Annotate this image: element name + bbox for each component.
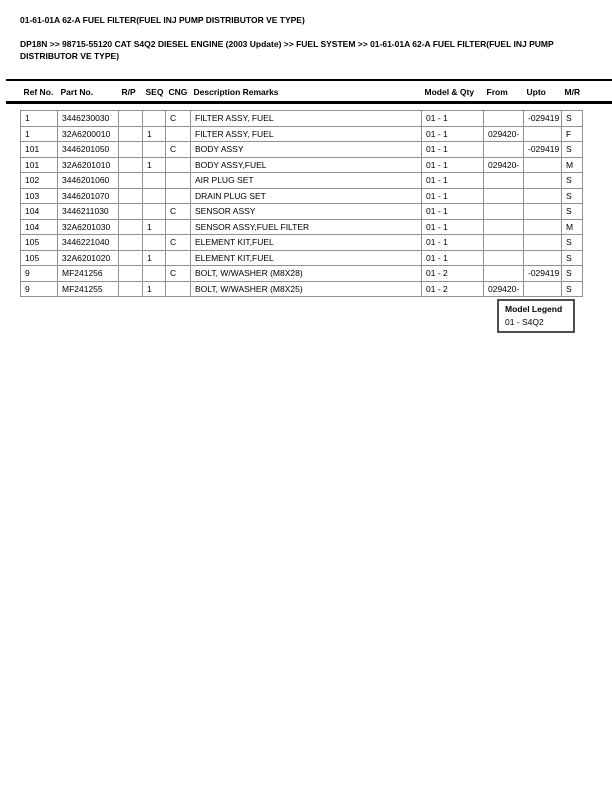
cell-ref-no: 104 bbox=[21, 219, 58, 235]
cell-rp bbox=[119, 111, 143, 127]
cell-part-no: MF241255 bbox=[58, 281, 119, 297]
cell-rp bbox=[119, 219, 143, 235]
cell-mr: S bbox=[562, 142, 583, 158]
cell-upto bbox=[524, 188, 562, 204]
table-row bbox=[21, 219, 583, 235]
cell-seq bbox=[143, 142, 166, 158]
cell-seq: 1 bbox=[143, 250, 166, 266]
column-header-seq: SEQ bbox=[145, 87, 164, 97]
model-legend-title: Model Legend bbox=[505, 304, 563, 314]
cell-mr: M bbox=[562, 157, 583, 173]
cell-ref-no: 101 bbox=[21, 142, 58, 158]
cell-seq: 1 bbox=[143, 157, 166, 173]
cell-cng: C bbox=[166, 266, 191, 282]
table-row bbox=[21, 266, 583, 282]
cell-description: AIR PLUG SET bbox=[191, 173, 422, 189]
cell-rp bbox=[119, 204, 143, 220]
cell-cng bbox=[166, 250, 191, 266]
table-row bbox=[21, 188, 583, 204]
cell-from: 029420- bbox=[484, 157, 524, 173]
cell-part-no: 3446201060 bbox=[58, 173, 119, 189]
cell-cng: C bbox=[166, 142, 191, 158]
parts-table bbox=[20, 81, 583, 297]
cell-from: 029420- bbox=[484, 281, 524, 297]
cell-from: 029420- bbox=[484, 126, 524, 142]
cell-description: SENSOR ASSY,FUEL FILTER bbox=[191, 219, 422, 235]
cell-description: FILTER ASSY, FUEL bbox=[191, 111, 422, 127]
cell-cng bbox=[166, 126, 191, 142]
cell-from bbox=[484, 219, 524, 235]
table-row bbox=[21, 157, 583, 173]
cell-mr: S bbox=[562, 235, 583, 251]
cell-ref-no: 104 bbox=[21, 204, 58, 220]
cell-upto: -029419 bbox=[524, 111, 562, 127]
header-row bbox=[21, 81, 583, 111]
cell-rp bbox=[119, 142, 143, 158]
cell-ref-no: 9 bbox=[21, 281, 58, 297]
cell-model-qty: 01 - 2 bbox=[422, 281, 484, 297]
column-header-mr: M/R bbox=[564, 87, 581, 97]
cell-seq: 1 bbox=[143, 219, 166, 235]
cell-from bbox=[484, 250, 524, 266]
cell-upto: -029419 bbox=[524, 266, 562, 282]
cell-mr: S bbox=[562, 173, 583, 189]
cell-upto bbox=[524, 281, 562, 297]
cell-ref-no: 102 bbox=[21, 173, 58, 189]
cell-rp bbox=[119, 250, 143, 266]
cell-cng: C bbox=[166, 111, 191, 127]
column-header-upto: Upto bbox=[526, 87, 546, 97]
cell-cng bbox=[166, 219, 191, 235]
cell-description: FILTER ASSY, FUEL bbox=[191, 126, 422, 142]
cell-from bbox=[484, 204, 524, 220]
cell-cng: C bbox=[166, 204, 191, 220]
cell-part-no: 32A6200010 bbox=[58, 126, 119, 142]
cell-rp bbox=[119, 266, 143, 282]
cell-upto bbox=[524, 250, 562, 266]
cell-mr: S bbox=[562, 266, 583, 282]
cell-upto bbox=[524, 126, 562, 142]
cell-description: SENSOR ASSY bbox=[191, 204, 422, 220]
cell-seq bbox=[143, 266, 166, 282]
cell-ref-no: 1 bbox=[21, 111, 58, 127]
cell-description: BOLT, W/WASHER (M8X25) bbox=[191, 281, 422, 297]
cell-from bbox=[484, 173, 524, 189]
cell-model-qty: 01 - 1 bbox=[422, 142, 484, 158]
cell-model-qty: 01 - 1 bbox=[422, 126, 484, 142]
column-header-rp: R/P bbox=[121, 87, 136, 97]
model-legend-entry: 01 - S4Q2 bbox=[505, 317, 544, 327]
cell-cng bbox=[166, 157, 191, 173]
cell-description: ELEMENT KIT,FUEL bbox=[191, 250, 422, 266]
cell-description: BODY ASSY bbox=[191, 142, 422, 158]
column-header-cng: CNG bbox=[168, 87, 188, 97]
cell-part-no: 32A6201010 bbox=[58, 157, 119, 173]
cell-ref-no: 105 bbox=[21, 250, 58, 266]
table-row bbox=[21, 204, 583, 220]
cell-mr: S bbox=[562, 250, 583, 266]
cell-seq bbox=[143, 173, 166, 189]
cell-rp bbox=[119, 173, 143, 189]
cell-model-qty: 01 - 1 bbox=[422, 235, 484, 251]
table-row bbox=[21, 281, 583, 297]
cell-seq bbox=[143, 111, 166, 127]
cell-rp bbox=[119, 126, 143, 142]
cell-from bbox=[484, 235, 524, 251]
cell-model-qty: 01 - 1 bbox=[422, 219, 484, 235]
cell-upto bbox=[524, 219, 562, 235]
cell-rp bbox=[119, 157, 143, 173]
cell-part-no: 3446211030 bbox=[58, 204, 119, 220]
cell-seq: 1 bbox=[143, 126, 166, 142]
model-legend-box bbox=[497, 299, 575, 333]
cell-seq bbox=[143, 188, 166, 204]
cell-mr: F bbox=[562, 126, 583, 142]
cell-ref-no: 105 bbox=[21, 235, 58, 251]
cell-mr: S bbox=[562, 188, 583, 204]
cell-model-qty: 01 - 2 bbox=[422, 266, 484, 282]
table-row bbox=[21, 173, 583, 189]
cell-part-no: 32A6201030 bbox=[58, 219, 119, 235]
parts-table-body bbox=[21, 111, 583, 297]
cell-ref-no: 1 bbox=[21, 126, 58, 142]
cell-seq bbox=[143, 204, 166, 220]
cell-mr: S bbox=[562, 204, 583, 220]
cell-mr: M bbox=[562, 219, 583, 235]
cell-rp bbox=[119, 188, 143, 204]
cell-from bbox=[484, 142, 524, 158]
column-header-ref-no: Ref No. bbox=[23, 87, 54, 97]
cell-cng bbox=[166, 188, 191, 204]
cell-from bbox=[484, 111, 524, 127]
cell-model-qty: 01 - 1 bbox=[422, 173, 484, 189]
cell-part-no: 3446230030 bbox=[58, 111, 119, 127]
breadcrumb: DP18N >> 98715-55120 CAT S4Q2 DIESEL ENGINE (2003 Update) >> FUEL SYSTEM >> 01-61-01A 62-A FUEL FILTER(FUEL INJ PUMP DISTRIBUTOR VE TYPE) bbox=[20, 39, 554, 61]
table-row bbox=[21, 142, 583, 158]
table-row bbox=[21, 250, 583, 266]
cell-from bbox=[484, 266, 524, 282]
cell-model-qty: 01 - 1 bbox=[422, 188, 484, 204]
cell-seq bbox=[143, 235, 166, 251]
cell-cng bbox=[166, 173, 191, 189]
cell-seq: 1 bbox=[143, 281, 166, 297]
cell-from bbox=[484, 188, 524, 204]
column-header-part-no: Part No. bbox=[60, 87, 94, 97]
cell-mr: S bbox=[562, 111, 583, 127]
table-row bbox=[21, 126, 583, 142]
cell-upto bbox=[524, 173, 562, 189]
cell-ref-no: 9 bbox=[21, 266, 58, 282]
column-header-description: Description Remarks bbox=[193, 87, 279, 97]
cell-upto bbox=[524, 157, 562, 173]
cell-rp bbox=[119, 281, 143, 297]
cell-ref-no: 101 bbox=[21, 157, 58, 173]
cell-part-no: MF241256 bbox=[58, 266, 119, 282]
cell-cng: C bbox=[166, 235, 191, 251]
parts-table-header bbox=[21, 81, 583, 111]
cell-description: BOLT, W/WASHER (M8X28) bbox=[191, 266, 422, 282]
cell-upto bbox=[524, 235, 562, 251]
cell-upto: -029419 bbox=[524, 142, 562, 158]
cell-part-no: 3446201050 bbox=[58, 142, 119, 158]
cell-model-qty: 01 - 1 bbox=[422, 111, 484, 127]
table-row bbox=[21, 111, 583, 127]
cell-part-no: 3446201070 bbox=[58, 188, 119, 204]
cell-part-no: 32A6201020 bbox=[58, 250, 119, 266]
column-header-model-qty: Model & Qty bbox=[424, 87, 475, 97]
cell-model-qty: 01 - 1 bbox=[422, 157, 484, 173]
cell-model-qty: 01 - 1 bbox=[422, 204, 484, 220]
cell-description: BODY ASSY,FUEL bbox=[191, 157, 422, 173]
cell-mr: S bbox=[562, 281, 583, 297]
cell-cng bbox=[166, 281, 191, 297]
column-header-from: From bbox=[486, 87, 508, 97]
cell-upto bbox=[524, 204, 562, 220]
cell-rp bbox=[119, 235, 143, 251]
table-row bbox=[21, 235, 583, 251]
cell-model-qty: 01 - 1 bbox=[422, 250, 484, 266]
page-title: 01-61-01A 62-A FUEL FILTER(FUEL INJ PUMP DISTRIBUTOR VE TYPE) bbox=[20, 15, 305, 25]
cell-ref-no: 103 bbox=[21, 188, 58, 204]
cell-description: DRAIN PLUG SET bbox=[191, 188, 422, 204]
cell-description: ELEMENT KIT,FUEL bbox=[191, 235, 422, 251]
cell-part-no: 3446221040 bbox=[58, 235, 119, 251]
